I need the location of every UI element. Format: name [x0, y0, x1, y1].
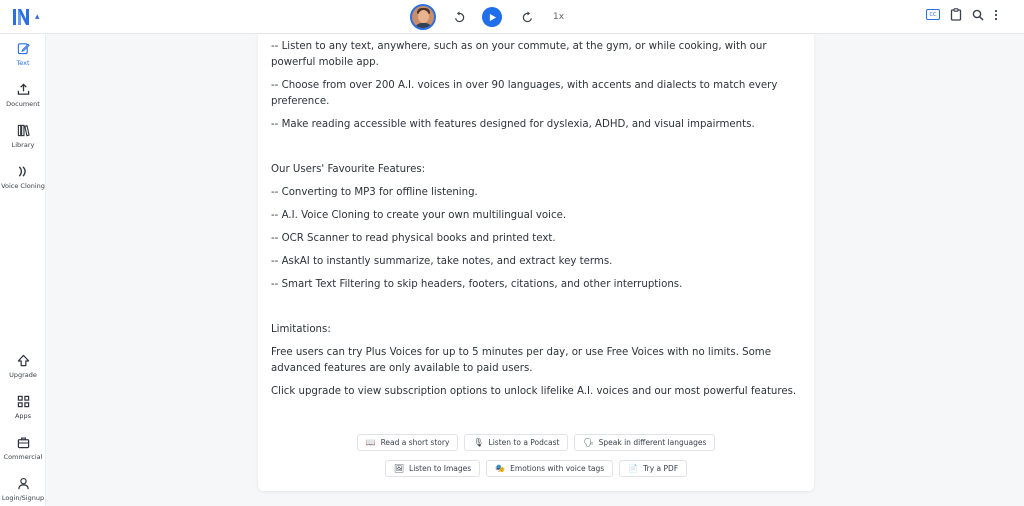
chip-label: Speak in different languages	[598, 438, 707, 447]
feature-item: -- AskAI to instantly summarize, take notes, and extract key terms.	[271, 256, 613, 267]
chip-listen-images[interactable]	[385, 460, 480, 477]
voice-avatar[interactable]	[410, 4, 436, 30]
text-content[interactable]	[271, 39, 801, 407]
chip-read-short-story[interactable]	[357, 434, 459, 451]
pencil-icon	[17, 42, 30, 55]
sidebar-item-voice-cloning[interactable]	[0, 165, 46, 190]
chevron-up-icon: ▴	[35, 12, 40, 22]
sidebar-item-label: Upgrade	[9, 371, 37, 379]
play-icon	[488, 13, 497, 22]
player-controls	[410, 3, 564, 31]
feature-item: -- Converting to MP3 for offline listening.	[271, 187, 478, 198]
limitations-heading: Limitations:	[271, 324, 331, 335]
logo-menu[interactable]	[12, 7, 40, 27]
chip-listen-podcast[interactable]	[464, 434, 568, 451]
top-right-tools	[926, 8, 998, 21]
sidebar	[0, 34, 46, 506]
sidebar-item-label: Apps	[14, 412, 32, 420]
sidebar-item-label: Text	[16, 59, 30, 67]
upgrade-icon	[17, 354, 30, 367]
pdf-icon: 📄	[628, 463, 639, 473]
suggestion-chips-row	[258, 460, 814, 477]
captions-icon[interactable]: CC	[926, 9, 940, 20]
masks-icon: 🎭	[495, 463, 506, 473]
chip-label: Listen to a Podcast	[488, 438, 560, 447]
user-icon	[17, 477, 30, 490]
sidebar-item-document[interactable]	[0, 83, 46, 108]
forward-button[interactable]	[519, 9, 535, 25]
text-card	[258, 34, 814, 491]
more-icon[interactable]	[994, 9, 998, 21]
sidebar-item-apps[interactable]	[0, 395, 46, 420]
sidebar-item-upgrade[interactable]	[0, 354, 46, 379]
features-heading: Our Users' Favourite Features:	[271, 164, 426, 175]
chip-label: Try a PDF	[643, 464, 679, 473]
top-bar	[0, 0, 1024, 34]
clipboard-icon[interactable]	[950, 8, 962, 21]
sidebar-item-library[interactable]	[0, 124, 46, 149]
speed-button[interactable]: 1x	[553, 12, 565, 22]
apps-grid-icon	[17, 395, 30, 408]
image-icon: 🖼	[393, 463, 405, 473]
logo-icon	[12, 7, 32, 27]
chip-label: Listen to Images	[409, 464, 472, 473]
sidebar-item-text[interactable]	[0, 42, 46, 67]
microphone-icon: 🎙	[473, 437, 484, 447]
paragraph: -- Make reading accessible with features designed for dyslexia, ADHD, and visual impairments.	[271, 119, 755, 130]
upload-icon	[17, 83, 30, 96]
paragraph: Click upgrade to view subscription options to unlock lifelike A.I. voices and our most powerful features.	[271, 386, 797, 397]
sidebar-item-label: Document	[6, 100, 40, 108]
paragraph: Free users can try Plus Voices for up to 5 minutes per day, or use Free Voices with no limits. Some advanced features are only available to paid users.	[271, 347, 771, 374]
rewind-icon	[453, 11, 466, 24]
chip-try-pdf[interactable]	[619, 460, 687, 477]
chip-label: Emotions with voice tags	[510, 464, 605, 473]
sidebar-item-label: Commercial	[3, 453, 43, 461]
rewind-button[interactable]	[451, 9, 467, 25]
feature-item: -- Smart Text Filtering to skip headers, footers, citations, and other interruptions.	[271, 279, 683, 290]
sidebar-item-label: Voice Cloning	[1, 182, 45, 190]
play-button[interactable]	[482, 7, 502, 27]
library-icon	[17, 124, 30, 137]
sidebar-item-login[interactable]	[0, 477, 46, 502]
sidebar-item-label: Login/Signup	[1, 494, 45, 502]
sidebar-item-label: Library	[11, 141, 35, 149]
chip-emotions-voice-tags[interactable]	[486, 460, 613, 477]
book-icon: 📖	[365, 437, 376, 447]
chip-label: Read a short story	[380, 438, 450, 447]
voice-cloning-icon	[17, 165, 30, 178]
feature-item: -- OCR Scanner to read physical books and printed text.	[271, 233, 556, 244]
paragraph: -- Choose from over 200 A.I. voices in over 90 languages, with accents and dialects to match every preference.	[271, 80, 778, 107]
sidebar-item-commercial[interactable]	[0, 436, 46, 461]
feature-item: -- A.I. Voice Cloning to create your own multilingual voice.	[271, 210, 567, 221]
chip-speak-languages[interactable]	[574, 434, 715, 451]
search-icon[interactable]	[972, 9, 984, 21]
speaking-head-icon: 🗣	[583, 437, 594, 447]
paragraph: -- Listen to any text, anywhere, such as on your commute, at the gym, or while cooking, with our powerful mobile app.	[271, 41, 767, 68]
suggestion-chips-row	[258, 434, 814, 451]
forward-icon	[521, 11, 534, 24]
briefcase-icon	[17, 436, 30, 449]
